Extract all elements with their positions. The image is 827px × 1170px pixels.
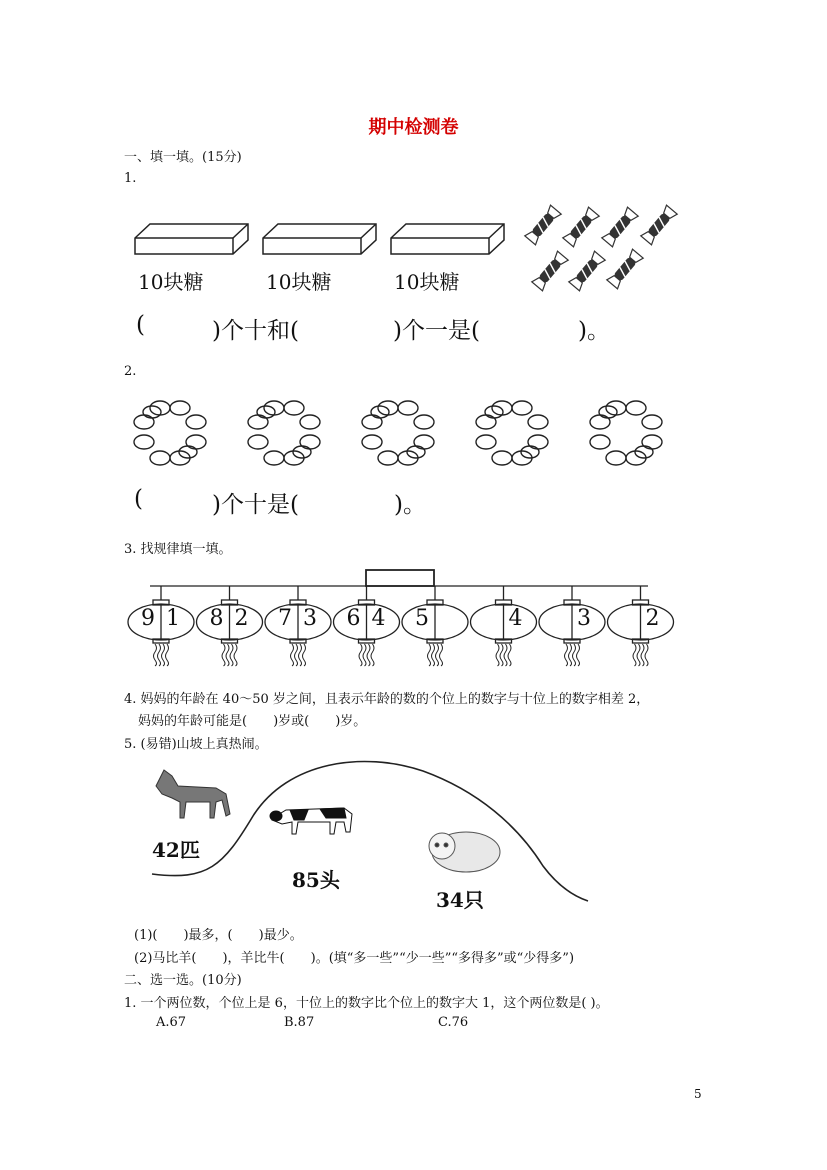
lantern-5 bbox=[402, 586, 468, 666]
q4-line2: 妈妈的年龄可能是( )岁或( )岁。 bbox=[138, 714, 367, 729]
candy-box-2 bbox=[263, 224, 376, 254]
q2-text-1: )个十是( bbox=[212, 492, 299, 518]
lantern-4-ones: 4 bbox=[371, 606, 386, 631]
sheep-icon bbox=[429, 832, 500, 872]
candy-box-3 bbox=[391, 224, 504, 254]
lantern-2-tens: 8 bbox=[209, 606, 224, 631]
q5-heading: 5. (易错)山坡上真热闹。 bbox=[124, 737, 268, 752]
q4-line1: 4. 妈妈的年龄在 40～50 岁之间，且表示年龄的数的个位上的数字与十位上的数字相差 2， bbox=[124, 692, 650, 707]
lantern-8-ones: 2 bbox=[645, 606, 660, 631]
loose-candies bbox=[525, 205, 685, 295]
lantern-2 bbox=[197, 586, 263, 666]
ring-3 bbox=[362, 401, 434, 465]
box-label-1: 10块糖 bbox=[138, 270, 204, 294]
cow-count: 85头 bbox=[292, 868, 340, 892]
lantern-4-tens: 6 bbox=[346, 606, 361, 631]
horse-icon bbox=[156, 770, 230, 818]
lantern-1-ones: 1 bbox=[166, 606, 180, 631]
option-b: B.87 bbox=[284, 1015, 315, 1030]
hill-scene bbox=[148, 756, 598, 916]
cow-icon bbox=[270, 808, 352, 834]
lantern-3-tens: 7 bbox=[278, 606, 292, 631]
q5-sub1: (1)( )最多，( )最少。 bbox=[134, 928, 303, 943]
lantern-3 bbox=[265, 586, 331, 666]
s2-q1-text: 1. 一个两位数，个位上是 6，十位上的数字比个位上的数字大 1，这个两位数是( )。 bbox=[124, 996, 609, 1011]
q1-text-3: )。 bbox=[578, 318, 610, 344]
horse-count: 42匹 bbox=[152, 838, 200, 862]
candy-box-1 bbox=[135, 224, 248, 254]
ring-1 bbox=[134, 401, 206, 465]
lantern-6-ones: 4 bbox=[508, 606, 523, 631]
lantern-7 bbox=[539, 586, 605, 666]
option-a: A.67 bbox=[156, 1015, 187, 1030]
page-title: 期中检测卷 bbox=[368, 117, 459, 138]
q2-paren-1: ( bbox=[134, 486, 143, 512]
page-number: 5 bbox=[694, 1087, 702, 1101]
ring-5 bbox=[590, 401, 662, 465]
ring-4 bbox=[476, 401, 548, 465]
q2-text-2: )。 bbox=[394, 492, 426, 518]
box-label-3: 10块糖 bbox=[394, 270, 460, 294]
q2-number: 2. bbox=[124, 364, 137, 379]
section2-heading: 二、选一选。(10分) bbox=[124, 973, 242, 988]
lantern-7-ones: 3 bbox=[577, 606, 591, 631]
option-c: C.76 bbox=[438, 1015, 469, 1030]
box-label-2: 10块糖 bbox=[266, 270, 332, 294]
q1-text-2: )个一是( bbox=[393, 318, 480, 344]
sheep-count: 34只 bbox=[436, 888, 484, 912]
q1-text-1: )个十和( bbox=[212, 318, 299, 344]
section1-heading: 一、填一填。(15分) bbox=[124, 150, 242, 165]
q3-heading: 3. 找规律填一填。 bbox=[124, 542, 232, 557]
lantern-2-ones: 2 bbox=[234, 606, 249, 631]
lantern-3-ones: 3 bbox=[303, 606, 317, 631]
q1-number: 1. bbox=[124, 171, 137, 186]
lantern-5-tens: 5 bbox=[415, 606, 429, 631]
lantern-8 bbox=[608, 586, 674, 666]
bead-rings bbox=[128, 396, 698, 476]
lantern-4 bbox=[334, 586, 400, 666]
lantern-1-tens: 9 bbox=[141, 606, 155, 631]
lantern-6 bbox=[471, 586, 537, 666]
ring-2 bbox=[248, 401, 320, 465]
q5-sub2: (2)马比羊( )，羊比牛( )。(填“多一些”“少一些”“多得多”或“少得多”) bbox=[134, 951, 575, 966]
q1-paren-1: ( bbox=[136, 312, 145, 338]
lantern-1 bbox=[128, 586, 194, 666]
